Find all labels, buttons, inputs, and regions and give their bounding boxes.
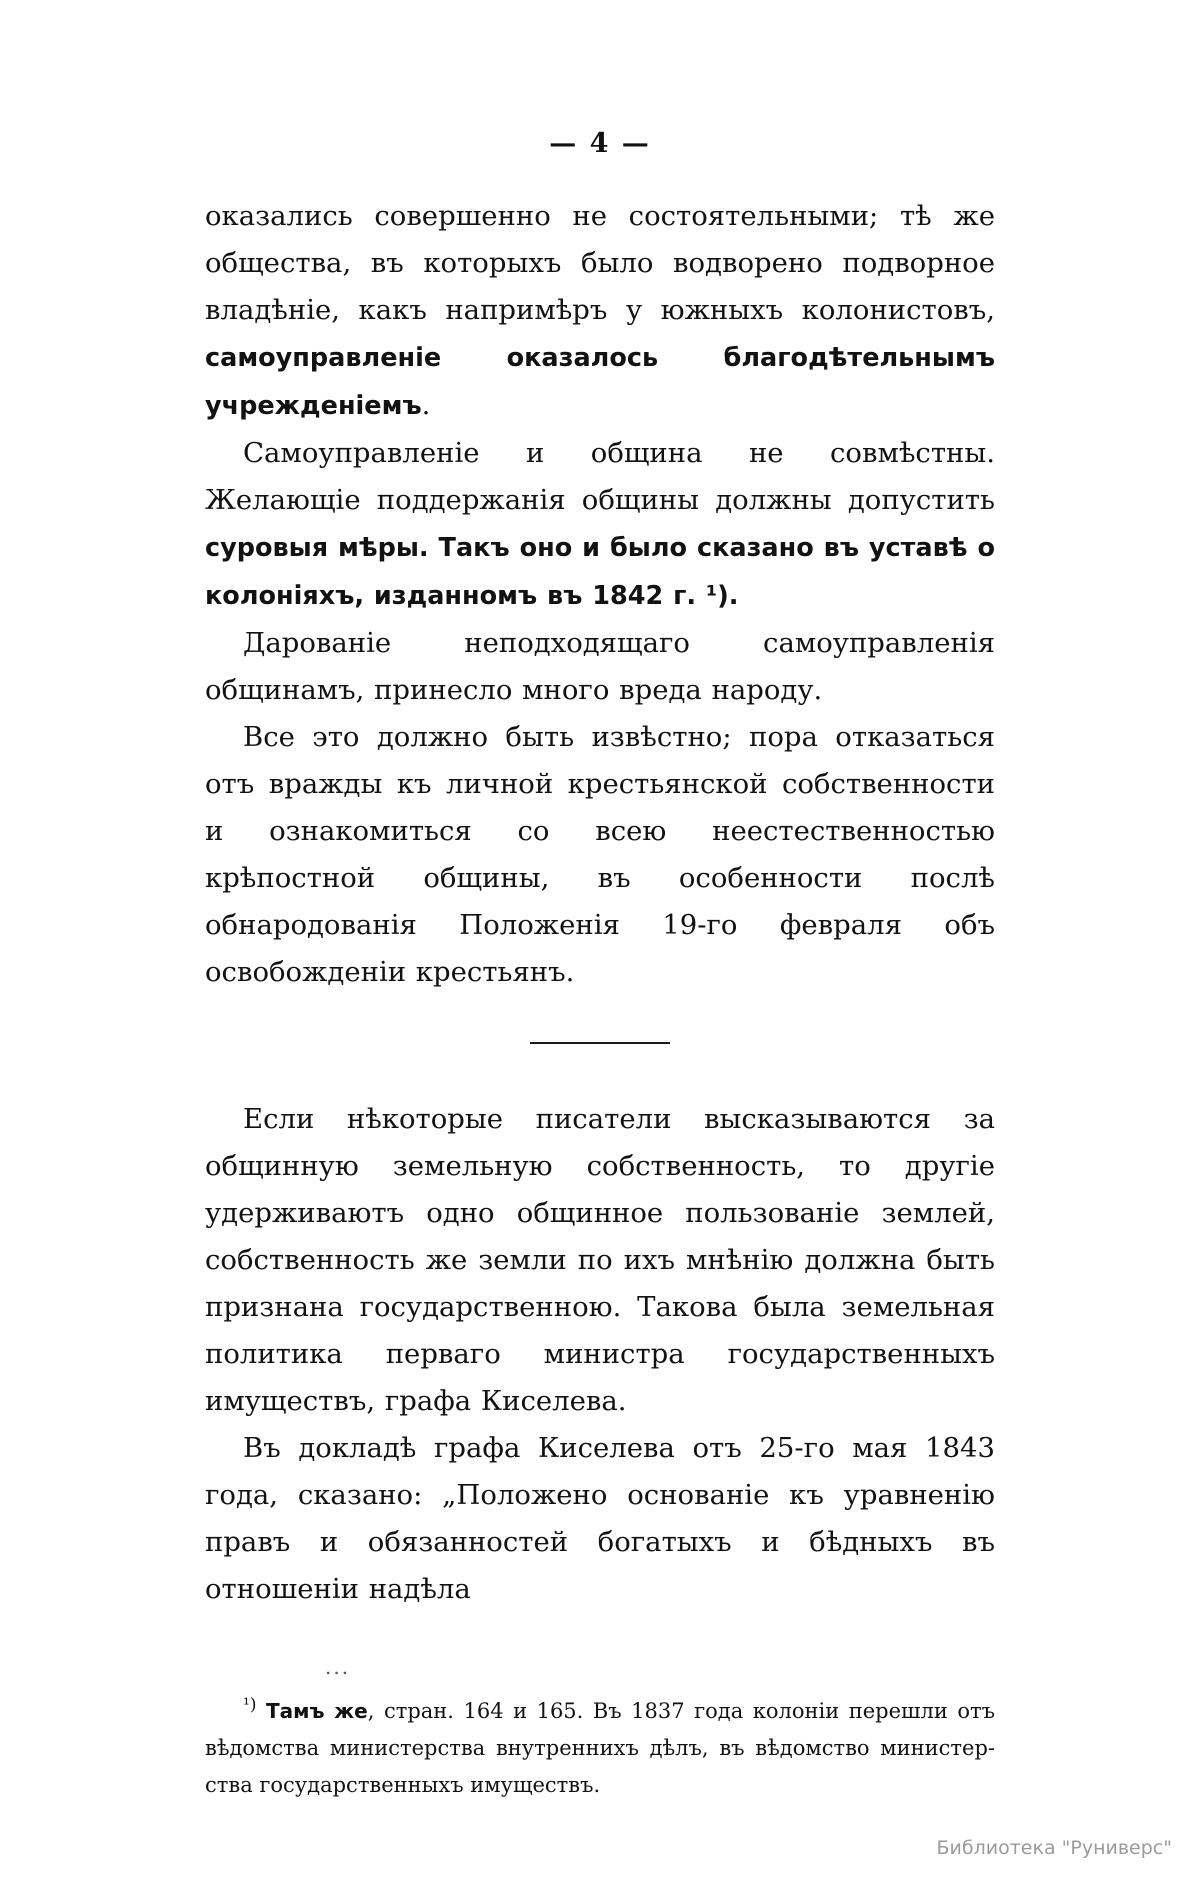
paragraph-2-emphasis: суровыя мѣры. Такъ оно и было сказано въ уставѣ о колоніяхъ, изданномъ въ 1842 г. bbox=[205, 533, 995, 611]
paragraph-3 bbox=[205, 620, 995, 714]
footnote-marker: ¹) bbox=[243, 1695, 257, 1715]
paragraph-4-text: Все это должно быть извѣстно; пора отказаться отъ вражды къ личной крестьянской собственности и ознакомиться со всею неестественностью крѣпостной общины, въ особенности послѣ обнародованія Положенія 19-го февраля объ освобожденіи крестьянъ. bbox=[205, 721, 995, 988]
paragraph-2-text-a: Самоуправленіе и община не совмѣстны. Желающіе поддержанія общины должны допустить bbox=[205, 437, 995, 516]
page-body bbox=[205, 159, 995, 1679]
paragraph-5-text: Если нѣкоторые писатели высказываются за общинную земельную собственность, то другіе удерживаютъ одно общинное пользованіе землей, собственность же земли по ихъ мнѣнію должна быть признана государственною. Такова была земельная политика перваго министра государственныхъ имуществъ, графа Киселева. bbox=[205, 1103, 995, 1417]
divider-rule bbox=[530, 1042, 670, 1044]
footnote-reference-marker[interactable]: ¹) bbox=[705, 581, 729, 611]
library-watermark: Библиотека "Руниверс" bbox=[936, 1837, 1172, 1859]
paragraph-1 bbox=[205, 193, 995, 430]
section-divider bbox=[205, 1042, 995, 1044]
paragraph-2 bbox=[205, 430, 995, 620]
paragraph-4 bbox=[205, 714, 995, 996]
paragraph-1-text-b: . bbox=[421, 389, 431, 421]
footnote-text: , стран. 164 и 165. Въ 1837 года колоніи перешли отъ вѣдомства министерства внутреннихъ дѣлъ, въ вѣдомство министерства государственныхъ имуществъ. bbox=[205, 1699, 995, 1797]
page-number: — 4 — bbox=[549, 128, 651, 159]
paragraph-1-text-a: оказались совершенно не состоятельными; тѣ же общества, въ которыхъ было водворено подворное владѣніе, какъ напримѣръ у южныхъ колонистовъ, bbox=[205, 200, 995, 326]
paragraph-6 bbox=[205, 1425, 995, 1613]
document-page bbox=[0, 128, 1200, 1881]
footnote-source: Тамъ же bbox=[265, 1699, 368, 1723]
paragraph-2-text-b: . bbox=[728, 581, 739, 611]
paragraph-6-text: Въ докладѣ графа Киселева отъ 25-го мая 1843 года, сказано: „Положено основаніе къ уравненію правъ и обязанностей богатыхъ и бѣдныхъ въ отношеніи надѣла bbox=[205, 1432, 995, 1605]
paragraph-1-emphasis: самоуправленіе оказалось благодѣтельнымъ учрежденіемъ bbox=[205, 343, 995, 421]
footnote bbox=[205, 1687, 995, 1804]
paragraph-5 bbox=[205, 1096, 995, 1425]
ornament-dots: ... bbox=[325, 1655, 351, 1679]
paragraph-3-text: Дарованіе неподходящаго самоуправленія общинамъ, принесло много вреда народу. bbox=[205, 627, 995, 706]
